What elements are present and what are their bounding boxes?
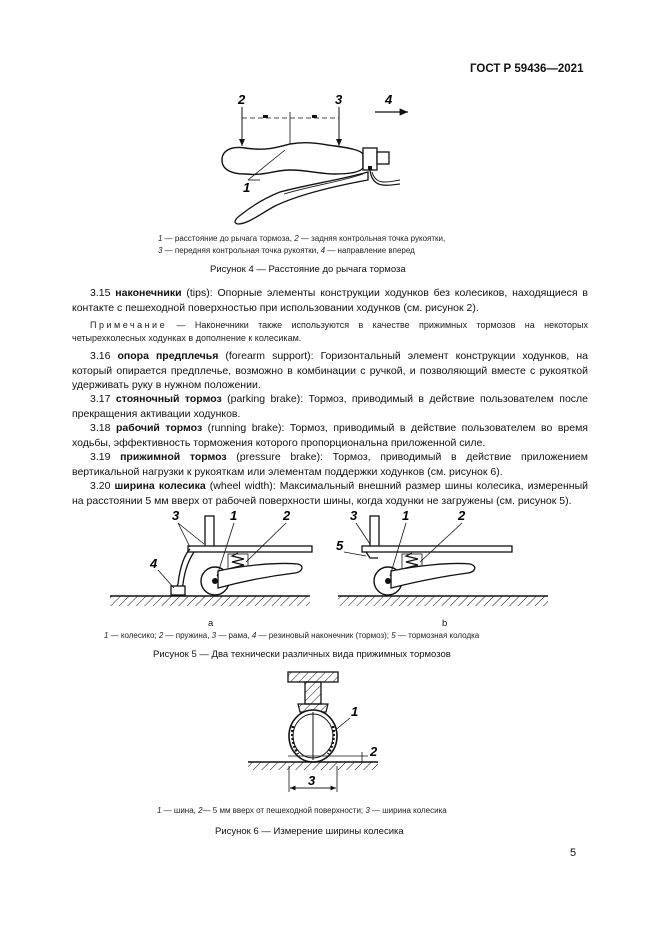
figure-6-legend: 1 — шина, 2— 5 мм вверх от пешеходной поверхности; 3 — ширина колесика (157, 806, 447, 815)
term-3-18: 3.18 рабочий тормоз (running brake): Тормоз, приводимый в действие пользователем во время ходьбы, эффективность торможения которого пропорциональна приложенной силе. (72, 422, 588, 449)
fig4-label-2: 2 (238, 92, 246, 107)
figure-4-caption: Рисунок 4 — Расстояние до рычага тормоза (210, 264, 406, 275)
figure-6-drawing (238, 666, 398, 802)
fig5b-label-3: 3 (350, 508, 358, 523)
figure-4-legend (158, 233, 445, 257)
fig6-label-1: 1 (351, 704, 359, 719)
term-3-20: 3.20 ширина колесика (wheel width): Максимальный внешний размер шины колесика, измеренный на расстоянии 5 мм вверх от рабочей поверхности шины, когда ходунки не загружены (см. рисунок 5). (72, 480, 588, 507)
fig4-label-1: 1 (243, 180, 251, 195)
figure-5-sublabel-a: a (208, 618, 214, 629)
fig5b-label-5: 5 (336, 538, 344, 553)
fig5a-label-2: 2 (283, 508, 291, 523)
figure-4-drawing (200, 88, 430, 233)
fig5a-label-1: 1 (230, 508, 238, 523)
term-3-15: 3.15 наконечники (tips): Опорные элементы конструкции ходунков без колесиков, находящиеся в контакте с пешеходной поверхностью при использовании ходунков (см. рисунок 2). (72, 287, 588, 314)
figure-5-legend: 1 — колесико; 2 — пружина, 3 — рама, 4 — резиновый наконечник (тормоз); 5 — тормозная колодка (104, 631, 480, 640)
figure-5-drawing (100, 506, 570, 618)
figure-5-caption: Рисунок 5 — Два технически различных вида прижимных тормозов (153, 649, 451, 660)
term-3-17: 3.17 стояночный тормоз (parking brake): Тормоз, приводимый в действие пользователем после прекращения активации ходунков. (72, 393, 589, 420)
note-tips: Примечание — Наконечники также используются в качестве прижимных тормозов на некоторых четырехколесных ходунках в дополнение к колесикам. (72, 320, 588, 343)
fig6-label-3: 3 (308, 773, 316, 788)
fig6-label-2: 2 (370, 744, 378, 759)
figure-6-caption: Рисунок 6 — Измерение ширины колесика (215, 826, 404, 837)
term-3-16: 3.16 опора предплечья (forearm support): Горизонтальный элемент конструкции ходунков, на который опирается предплечье, возможно в комбинации с ручкой, и позволяющий вместе с рукояткой удерживать руку в нужном положении. (72, 350, 589, 391)
fig5b-label-1: 1 (402, 508, 410, 523)
fig5a-label-4: 4 (150, 556, 158, 571)
term-3-19: 3.19 прижимной тормоз (pressure brake): Тормоз, приводимый в действие приложением вертикальной нагрузки к рукояткам или элементам поддержки ходунков (см. рисунок 6). (72, 451, 588, 478)
figure-4-legend-line-2: 3 — передняя контрольная точка рукоятки, 4 — направление вперед (158, 246, 415, 255)
standard-header: ГОСТ Р 59436—2021 (470, 63, 584, 75)
fig4-label-4: 4 (385, 92, 393, 107)
fig5b-label-2: 2 (458, 508, 466, 523)
fig4-label-3: 3 (335, 92, 343, 107)
figure-5-sublabel-b: b (442, 618, 448, 629)
fig5a-label-3: 3 (172, 508, 180, 523)
figure-4-legend-line-1: 1 — расстояние до рычага тормоза, 2 — задняя контрольная точка рукоятки, (158, 234, 446, 243)
page-number: 5 (570, 847, 577, 859)
